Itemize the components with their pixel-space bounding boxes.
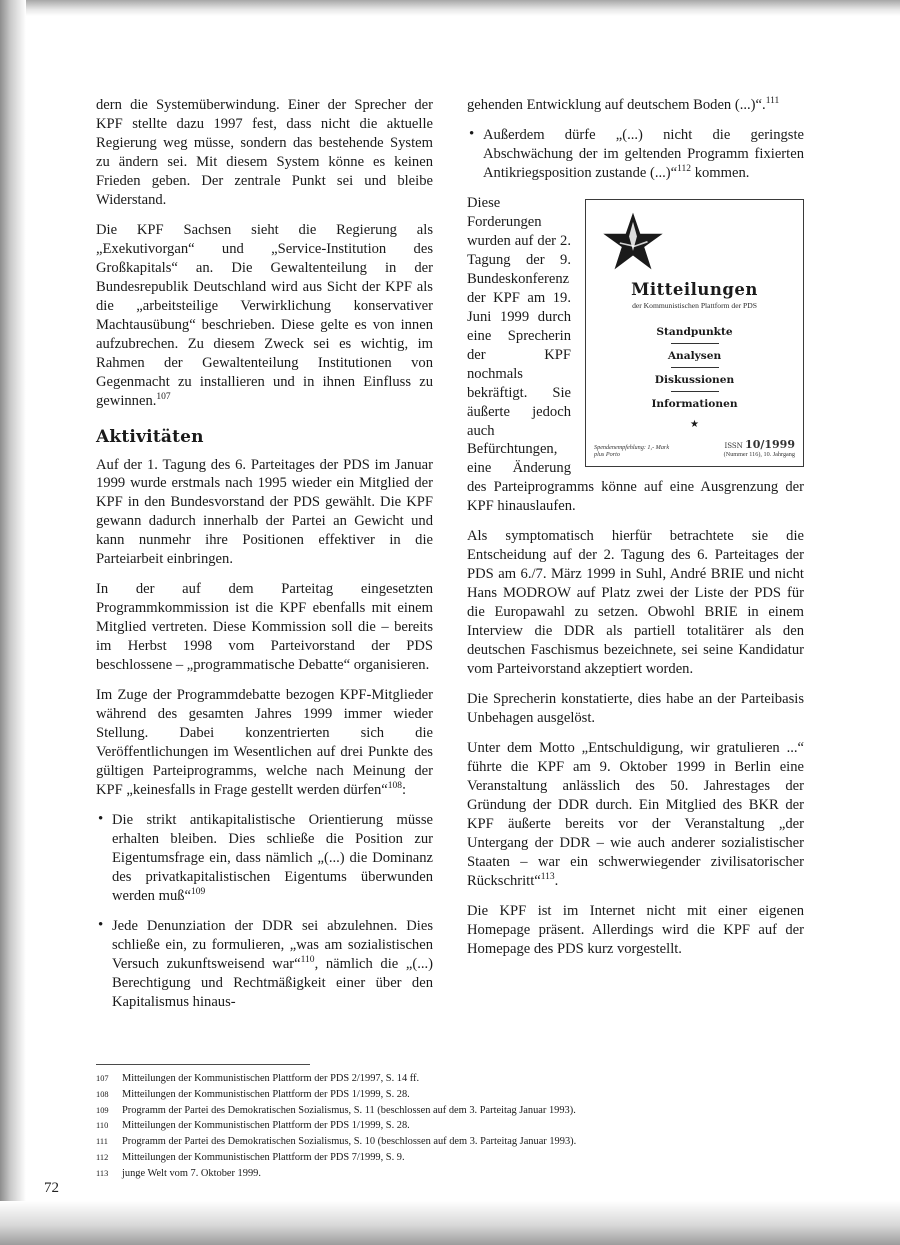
- paragraph: [96, 686, 433, 800]
- footnote-text: Mitteilungen der Kommunistischen Plattform der PDS 7/1999, S. 9.: [122, 1151, 405, 1163]
- figure-subtitle: der Kommunistischen Plattform der PDS: [632, 300, 757, 310]
- paragraph: Diese Forderungen wurden auf der 2. Tagung der 9. Bundeskonferenz der KPF am 19. Juni 1999 durch eine Sprecherin der KPF nochmals bekräftigt. Sie äußerte jedoch auch Befürchtungen, eine Änderung des Parteiprogramms könne auf eine Ausgrenzung der KPF hinauslaufen.: [467, 194, 804, 515]
- footnote-ref: 109: [191, 886, 206, 897]
- figure-volume: (Nummer 116), 10. Jahrgang: [723, 450, 795, 458]
- footnote-number: 110: [96, 1121, 109, 1131]
- paragraph-text: Im Zuge der Programmdebatte bezogen KPF-Mitglieder während des gesamten Jahres 1999 immer wieder Stellung. Dabei konzentrierten sich die Veröffentlichungen im Wesentlichen auf drei Punkte des gültigen Parteiprogramms, welche nach Meinung der KPF „keinesfalls in Frage gestellt werden dürfen“: [96, 687, 433, 798]
- paragraph-text: Unter dem Motto „Entschuldigung, wir gratulieren ...“ führte die KPF am 9. Oktober 1999 in Berlin eine Veranstaltung anlässlich des 50. Jahrestages der Gründung der DDR durch. Ein Mitglied des BKR der KPF äußerte bereits vor der Veranstaltung „der Untergang der DDR – wie auch anderer sozialistischer Staaten – war ein schwerwiegender zivilisatorischer Rückschritt“: [467, 740, 804, 889]
- magazine-cover-figure: [585, 199, 804, 467]
- footnote-separator: [96, 1064, 310, 1065]
- footnote-ref: 111: [765, 96, 780, 107]
- figure-topic: Diskussionen: [654, 373, 735, 386]
- figure-title: Mitteilungen: [631, 279, 758, 299]
- footnote: [96, 1088, 804, 1103]
- paragraph: dern die Systemüberwindung. Einer der Sprecher der KPF stellte dazu 1997 fest, dass nicht die aktuelle Regierung weg müsse, sondern das bestehende System zu ändern sei. Mit diesem System könne es keinen Frieden geben. Der zentrale Punkt sei und bleibe Widerstand.: [96, 97, 433, 208]
- small-star-icon: ★: [690, 418, 699, 430]
- scan-left-shadow: [0, 0, 26, 1245]
- scan-bottom-shadow: [0, 1201, 900, 1245]
- paragraph-tail: .: [554, 872, 559, 889]
- figure-topic: Informationen: [651, 397, 738, 410]
- footnote: [96, 1104, 804, 1119]
- paragraph: Auf der 1. Tagung des 6. Parteitages der PDS im Januar 1999 wurde erstmals nach 1995 wieder ein Mitglied der KPF in den Bundesvorstand der PDS gewählt. Die KPF gewann dadurch innerhalb der Partei an Gewicht und kann nunmehr ihre Positionen effektiver in die Parteiarbeit einbringen.: [96, 456, 433, 568]
- left-column: [96, 96, 433, 1023]
- paragraph-text: Die KPF Sachsen sieht die Regierung als „Exekutivorgan“ und „Service-Institution des Großkapitals“ an. Die Gewaltenteilung in der Bundesrepublik Deutschland wird aus Sicht der KPF als die „arbeitsteilige Verwirklichung konservativer Machtausübung“ beschrieben. Diese gelte es von innen aufzubrechen. Zu diesem Zweck sei es wichtig, im Rahmen der Gewaltenteilung Institutionen von Gegenmacht zu installieren und in ihnen Einfluss zu gewinnen.: [96, 221, 433, 409]
- footnote-number: 113: [96, 1168, 109, 1178]
- section-heading: Aktivitäten: [96, 426, 204, 447]
- footnote-section: [96, 1064, 804, 1182]
- paragraph-text: gehenden Entwicklung auf deutschem Boden (...)“.: [467, 97, 766, 113]
- issue-number: 10/1999: [745, 437, 795, 451]
- list-item: [467, 126, 804, 183]
- paragraph: [96, 221, 433, 411]
- footnote-text: Mitteilungen der Kommunistischen Plattform der PDS 2/1997, S. 14 ff.: [122, 1073, 420, 1084]
- footnote-ref: 110: [300, 954, 315, 965]
- paragraph-tail: :: [402, 782, 407, 798]
- footnote: [96, 1151, 804, 1166]
- list-item: [96, 917, 433, 1012]
- list-item-text: Die strikt antikapitalistische Orientierung müsse erhalten bleiben. Dies schließe die Position zur Eigentumsfrage ein, dass nämlich „(...) die Dominanz des privatkapitalistischen Eigentums überwunden werden muß“: [112, 811, 433, 904]
- paragraph: [467, 96, 804, 115]
- list-item-text-cont: kommen.: [691, 164, 750, 181]
- footnote: [96, 1167, 804, 1182]
- footnote: [96, 1135, 804, 1150]
- bullet-list: [467, 126, 804, 183]
- footnote-ref: 107: [156, 391, 171, 402]
- footnote-number: 107: [96, 1074, 109, 1083]
- footnote-ref: 112: [677, 164, 692, 175]
- page-body: [96, 96, 804, 1023]
- footnote-text: junge Welt vom 7. Oktober 1999.: [122, 1167, 261, 1179]
- divider: [671, 367, 719, 368]
- footnote-number: 108: [96, 1089, 109, 1099]
- right-column: [467, 96, 804, 1023]
- footnote: [96, 1072, 804, 1087]
- paragraph: In der auf dem Parteitag eingesetzten Programmkommission ist die KPF ebenfalls mit einem Mitglied vertreten. Diese Kommission soll die – bereits im Herbst 1998 vom Parteivorstand der PDS beschlossene – „programmatische Debatte“ organisieren.: [96, 581, 433, 674]
- divider: [671, 343, 719, 344]
- figure-price-note: Spendenempfehlung: 1,- Mark: [594, 443, 670, 451]
- paragraph: Die Sprecherin konstatierte, dies habe an der Parteibasis Unbehagen ausgelöst.: [467, 691, 804, 727]
- footnote-text: Mitteilungen der Kommunistischen Plattform der PDS 1/1999, S. 28.: [122, 1120, 410, 1132]
- footnote-number: 112: [96, 1152, 109, 1162]
- figure-topic-list: [594, 326, 795, 430]
- footnote-ref: 113: [540, 871, 555, 882]
- figure-topic: Standpunkte: [656, 325, 733, 338]
- paragraph: Die KPF ist im Internet nicht mit einer eigenen Homepage präsent. Allerdings wird die KPF auf der Homepage des PDS kurz vorgestellt.: [467, 902, 804, 957]
- divider: [671, 391, 719, 392]
- figure-issue: [724, 438, 795, 451]
- figure-topic: Analysen: [667, 349, 722, 362]
- paragraph: [467, 739, 804, 891]
- bullet-list: [96, 811, 433, 1012]
- footnote-number: 109: [96, 1105, 109, 1115]
- issn-label: ISSN: [724, 441, 743, 450]
- footnote-text: Programm der Partei des Demokratischen Sozialismus, S. 10 (beschlossen auf dem 3. Parteitag Januar 1993).: [122, 1136, 577, 1148]
- list-item-text: Jede Denunziation der DDR sei abzulehnen. Dies schließe ein, zu formulieren, „was am sozialistischen Versuch zukunftsweisend war“: [112, 917, 433, 972]
- star-icon: [600, 210, 666, 276]
- footnote-text: Mitteilungen der Kommunistischen Plattform der PDS 1/1999, S. 28.: [122, 1088, 410, 1100]
- two-column-layout: [96, 96, 804, 1023]
- paragraph: Als symptomatisch hierfür betrachtete sie die Entscheidung auf der 2. Tagung des 6. Parteitages der PDS am 6./7. März 1999 in Suhl, André BRIE und nicht Hans MODROW auf Platz zwei der Liste der PDS für die Europawahl zu setzen. Obwohl BRIE in einem Interview die DDR als partiell totalitärer als den deutschen Faschismus bezeichnete, sei seine Kandidatur vom Parteivorstand akzeptiert worden.: [467, 528, 804, 678]
- footnote-text: Programm der Partei des Demokratischen Sozialismus, S. 11 (beschlossen auf dem 3. Parteitag Januar 1993).: [122, 1104, 576, 1116]
- list-item-text: Außerdem dürfe „(...) nicht die geringste Abschwächung der im geltenden Programm fixierten Antikriegsposition zustande (...)“: [483, 126, 804, 181]
- figure-footer-right: [724, 438, 795, 458]
- footnote: [96, 1119, 804, 1134]
- page-number: 72: [44, 1180, 59, 1196]
- figure-footer: [594, 438, 795, 458]
- list-item: [96, 811, 433, 906]
- figure-postage-note: plus Porto: [594, 450, 620, 458]
- footnote-ref: 108: [387, 781, 403, 792]
- list-item-text-cont: , nämlich die „(...) Berechtigung und Rechtmäßigkeit einer über den Kapitalismus hinaus-: [112, 955, 433, 1010]
- footnote-number: 111: [96, 1137, 108, 1147]
- scan-top-shadow: [0, 0, 900, 16]
- figure-footer-left: [594, 444, 669, 458]
